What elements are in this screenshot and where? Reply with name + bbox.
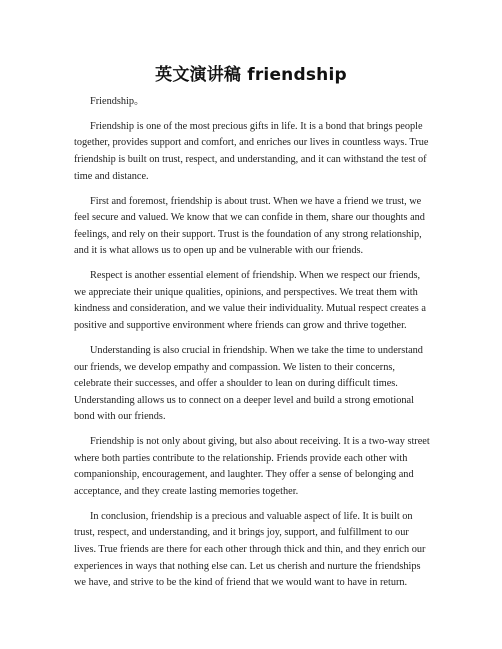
paragraph-2: First and foremost, friendship is about trust. When we have a friend we trust, we feel secure and valued. We know that we can confide in them, share our thoughts and feelings, and rely on their support. Trust is the foundation of any strong relationship, and it is what allows us to open up and be vulnerable with our friends. <box>74 195 425 257</box>
paragraph-3: Respect is another essential element of friendship. When we respect our friends, we appreciate their unique qualities, opinions, and perspectives. We treat them with kindness and consideration, and we value their individuality. Mutual respect creates a positive and supportive environment where friends can grow and thrive together. <box>74 270 426 332</box>
paragraph-intro: Friendship。 <box>90 96 145 107</box>
paragraph-1: Friendship is one of the most precious gifts in life. It is a bond that brings people together, provides support and comfort, and enriches our lives in countless ways. True friendship is built on trust, respect, and understanding, and it can withstand the test of time and distance. <box>74 120 429 182</box>
document-title: 英文演讲稿 friendship <box>155 65 347 85</box>
paragraph-5: Friendship is not only about giving, but also about receiving. It is a two-way street where both parties contribute to the relationship. Friends provide each other with companionship, encouragement, and laughter. They offer a sense of belonging and acceptance, and they create lasting memories together. <box>74 436 430 497</box>
paragraph-6: In conclusion, friendship is a precious and valuable aspect of life. It is built on trust, respect, and understanding, and it brings joy, support, and fulfillment to our lives. True friends are there for each other through thick and thin, and they enrich our experiences in ways that nothing else can. Let us cherish and nurture the friendships we have, and strive to be the kind of friend that we would want to have in return. <box>74 510 426 589</box>
document-body <box>74 94 430 600</box>
paragraph-4: Understanding is also crucial in friendship. When we take the time to understand our friends, we develop empathy and compassion. We listen to their concerns, celebrate their successes, and offer a shoulder to lean on during difficult times. Understanding allows us to connect on a deeper level and build a strong emotional bond with our friends. <box>74 344 423 423</box>
